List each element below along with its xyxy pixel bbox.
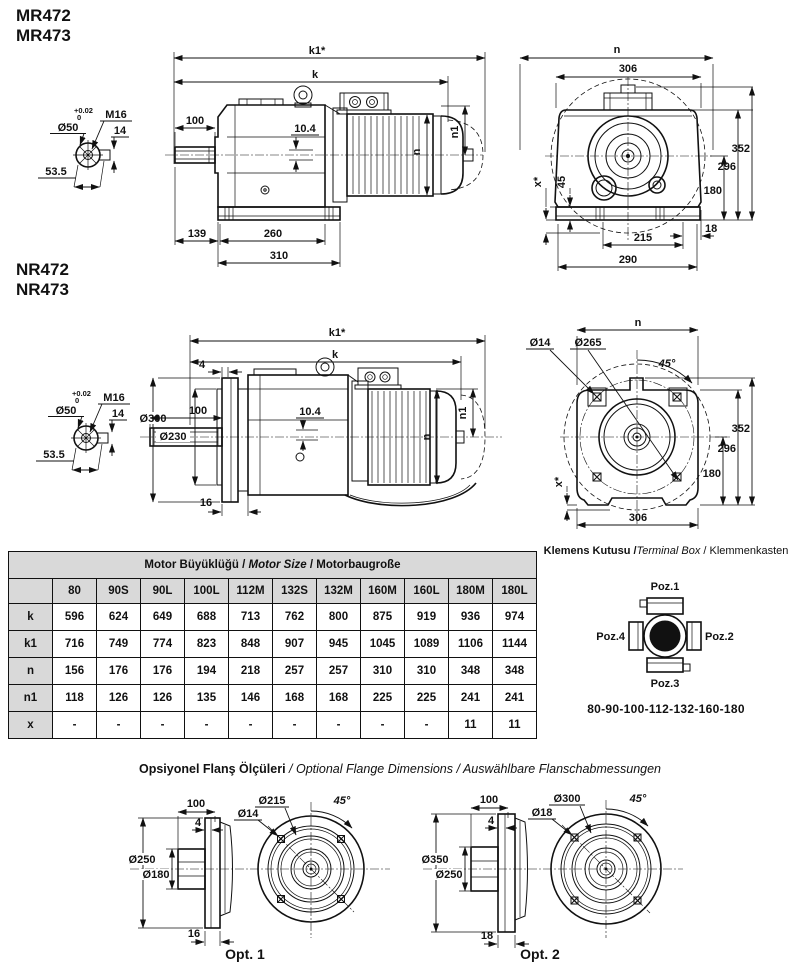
terminal-box-title-de: / Klemmenkasten [700, 545, 789, 557]
dim-base-length: 310 [269, 250, 289, 262]
dim-value-cell: 241 [493, 685, 537, 712]
column-header-160M: 160M [361, 579, 405, 604]
dim-value-cell: 135 [185, 685, 229, 712]
table-row-k [9, 604, 537, 631]
flange-title-rest: / Optional Flange Dimensions / Auswählbare Flanschabmessungen [285, 762, 661, 776]
dim-value-cell: 241 [449, 685, 493, 712]
dim-value-cell: 146 [229, 685, 273, 712]
dim-center-height: 180 [703, 185, 722, 197]
dim-x: x* [553, 476, 565, 488]
dim-value-cell: 126 [141, 685, 185, 712]
dim-k1: k1* [328, 327, 346, 339]
poz3-label: Poz.3 [650, 678, 680, 690]
dim-key-depth: 10.4 [294, 123, 316, 135]
dim-value-cell: 348 [449, 658, 493, 685]
column-header-90L: 90L [141, 579, 185, 604]
table-title-de: / Motorbaugroße [306, 559, 401, 571]
thread-label: M16 [105, 109, 127, 121]
model-label-mr473: MR473 [16, 26, 71, 45]
dim-value-cell: 974 [493, 604, 537, 631]
dim-k: k [311, 69, 319, 81]
dim-k1: k1* [308, 45, 326, 57]
dim-k: k [331, 349, 339, 361]
dimension-table [8, 551, 537, 739]
dim-outer-dia: Ø350 [421, 854, 449, 866]
column-header-112M: 112M [229, 579, 273, 604]
dim-slot-offset: 18 [705, 223, 718, 235]
dim-thickness: 18 [480, 930, 494, 942]
flange-side-view [471, 814, 528, 932]
gearmotor-outline [175, 86, 483, 220]
flange-title-tr: Opsiyonel Flanş Ölçüleri [138, 762, 286, 776]
dim-x: x* [532, 176, 544, 188]
dim-value-cell: - [185, 712, 229, 739]
dim-width: 306 [618, 63, 638, 75]
terminal-box-shape [629, 598, 701, 672]
dim-foot-length: 260 [263, 228, 283, 240]
dim-hub-dia: Ø250 [435, 869, 463, 881]
dim-value-cell: - [97, 712, 141, 739]
dim-value-cell: 936 [449, 604, 493, 631]
dim-value-cell: 649 [141, 604, 185, 631]
row-label-x: x [9, 712, 53, 739]
dimension-lines [140, 327, 485, 516]
row-label-n1: n1 [9, 685, 53, 712]
flange-side-view [178, 818, 233, 928]
dim-value-cell: 348 [493, 658, 537, 685]
dim-flange-dia: Ø300 [139, 413, 167, 425]
dim-value-cell: 800 [317, 604, 361, 631]
row-label-k: k [9, 604, 53, 631]
dim-value-cell: 118 [53, 685, 97, 712]
row-label-k1: k1 [9, 631, 53, 658]
dim-value-cell: 176 [97, 658, 141, 685]
dim-value-cell: 257 [317, 658, 361, 685]
dim-value-cell: 194 [185, 658, 229, 685]
opt1-label: Opt. 1 [225, 946, 265, 962]
dim-thickness: 16 [187, 928, 201, 940]
column-header-180L: 180L [493, 579, 537, 604]
dim-value-cell: 688 [185, 604, 229, 631]
mr-rear-view-drawing [500, 42, 800, 279]
dim-hub-dia: Ø180 [142, 869, 170, 881]
dimension-lines [419, 794, 529, 948]
dim-total-height: 352 [731, 423, 750, 435]
dim-length: 100 [186, 798, 206, 810]
nr-rear-view-drawing [490, 317, 800, 557]
dim-value-cell: 176 [141, 658, 185, 685]
dimension-lines [520, 44, 753, 271]
dim-spigot-dia: Ø230 [159, 431, 187, 443]
dim-foot-height: 45 [556, 175, 568, 189]
dim-n1: n1 [449, 125, 461, 139]
poz1-label: Poz.1 [650, 581, 680, 593]
terminal-box-sizes: 80-90-100-112-132-160-180 [587, 702, 745, 716]
dim-bolt-circle: Ø300 [553, 793, 581, 805]
column-header-132S: 132S [273, 579, 317, 604]
tolerance-zero: 0 [77, 113, 82, 122]
dimension-lines [126, 798, 234, 946]
dimension-lines [174, 45, 485, 267]
table-title-tr: Motor Büyüklüğü / [144, 559, 249, 571]
flange-opt2-drawing [413, 786, 703, 952]
dim-shaft-length: 100 [185, 115, 205, 127]
dim-value-cell: 257 [273, 658, 317, 685]
opt2-label: Opt. 2 [520, 946, 560, 962]
dim-value-cell: 907 [273, 631, 317, 658]
dim-value-cell: 749 [97, 631, 141, 658]
model-label-nr473: NR473 [16, 280, 69, 299]
dim-housing-height: 296 [717, 161, 736, 173]
dim-value-cell: 823 [185, 631, 229, 658]
dim-value-cell: 11 [449, 712, 493, 739]
dim-value-cell: 762 [273, 604, 317, 631]
table-row-x [9, 712, 537, 739]
tolerance-plus: +0.02 [74, 106, 93, 115]
dim-value-cell: - [317, 712, 361, 739]
mr-side-view-drawing [165, 42, 510, 279]
table-column-header-row [9, 579, 537, 604]
tolerance-zero: 0 [75, 396, 80, 405]
dim-center-height: 180 [702, 468, 721, 480]
flange-opt1-drawing [120, 786, 410, 952]
row-label-n: n [9, 658, 53, 685]
table-title-en: Motor Size [248, 559, 307, 571]
dim-hole-dia: Ø14 [237, 808, 259, 820]
dim-value-cell: 310 [361, 658, 405, 685]
table-row-n [9, 658, 537, 685]
dim-outer-dia: Ø250 [128, 854, 156, 866]
terminal-box-diagram [590, 576, 750, 694]
dim-slot-span: 215 [633, 232, 653, 244]
dim-value-cell: 225 [361, 685, 405, 712]
tolerance-plus: +0.02 [72, 389, 91, 398]
column-header-160L: 160L [405, 579, 449, 604]
dim-value-cell: - [361, 712, 405, 739]
poz2-label: Poz.2 [705, 631, 734, 643]
terminal-box-title [540, 545, 792, 557]
dim-n1: n1 [457, 406, 469, 420]
dim-angle: 45° [333, 795, 351, 807]
model-label-mr472: MR472 [16, 6, 71, 25]
dim-value-cell: 11 [493, 712, 537, 739]
model-label-nr472: NR472 [16, 260, 69, 279]
dim-bolt-circle: Ø265 [574, 337, 602, 349]
dim-value-cell: 310 [405, 658, 449, 685]
dim-value-cell: 156 [53, 658, 97, 685]
dim-value-cell: - [405, 712, 449, 739]
key-width-label: 14 [111, 408, 125, 420]
dim-hole-dia: Ø18 [531, 807, 553, 819]
gearmotor-outline [150, 358, 485, 506]
dim-lip: 4 [487, 815, 495, 827]
dim-value-cell: 1089 [405, 631, 449, 658]
dim-value-cell: 1106 [449, 631, 493, 658]
dim-lip: 4 [198, 359, 206, 371]
column-header-132M: 132M [317, 579, 361, 604]
dim-value-cell: 848 [229, 631, 273, 658]
shaft-dimensions [38, 106, 132, 187]
flange-front-view [258, 802, 364, 938]
column-header-90S: 90S [97, 579, 141, 604]
dim-angle: 45° [629, 793, 647, 805]
dim-n: n [421, 433, 433, 441]
dim-value-cell: 225 [405, 685, 449, 712]
dim-value-cell: - [273, 712, 317, 739]
shaft-section [71, 423, 108, 453]
dim-value-cell: 624 [97, 604, 141, 631]
dim-value-cell: 168 [273, 685, 317, 712]
dim-value-cell: 1144 [493, 631, 537, 658]
dim-value-cell: 945 [317, 631, 361, 658]
dim-value-cell: 774 [141, 631, 185, 658]
housing-outline [545, 77, 712, 240]
dim-shaft-length: 100 [188, 405, 208, 417]
dim-value-cell: 716 [53, 631, 97, 658]
dim-value-cell: 1045 [361, 631, 405, 658]
dim-foot-offset: 139 [187, 228, 207, 240]
table-title [9, 552, 537, 579]
shaft-diameter-label: Ø50 [57, 122, 79, 134]
terminal-box-title-tr: Klemens Kutusu / [543, 545, 637, 557]
dim-lip: 4 [194, 817, 202, 829]
nr-side-view-drawing [140, 325, 510, 557]
dim-value-cell: 919 [405, 604, 449, 631]
dim-key-depth: 10.4 [299, 406, 321, 418]
dim-value-cell: 168 [317, 685, 361, 712]
front-view-callouts [528, 793, 648, 835]
height-label: 53.5 [43, 449, 65, 461]
dim-n: n [411, 148, 423, 156]
dim-angle: 45° [658, 358, 676, 370]
dim-value-cell: 126 [97, 685, 141, 712]
table-corner-cell [9, 579, 53, 604]
dim-value-cell: - [141, 712, 185, 739]
dim-value-cell: 713 [229, 604, 273, 631]
dim-housing-height: 296 [717, 443, 736, 455]
dim-value-cell: 596 [53, 604, 97, 631]
dim-total-height: 352 [731, 143, 750, 155]
dim-width: 306 [628, 512, 648, 524]
dim-value-cell: 875 [361, 604, 405, 631]
dim-value-cell: - [229, 712, 273, 739]
flange-section-title [0, 762, 800, 776]
dim-hole-dia: Ø14 [529, 337, 551, 349]
shaft-diameter-label: Ø50 [55, 405, 77, 417]
dim-n: n [613, 44, 621, 56]
column-header-180M: 180M [449, 579, 493, 604]
dim-flange-thickness: 16 [199, 497, 213, 509]
column-header-80: 80 [53, 579, 97, 604]
shaft-section [73, 140, 110, 170]
table-row-k1 [9, 631, 537, 658]
table-title-row [9, 552, 537, 579]
dim-value-cell: - [53, 712, 97, 739]
terminal-box-title-en: Terminal Box [636, 545, 701, 557]
thread-label: M16 [103, 392, 125, 404]
dim-base-width: 290 [618, 254, 638, 266]
housing-outline [560, 350, 730, 525]
shaft-dimensions [36, 389, 130, 470]
dim-n: n [634, 317, 642, 329]
dim-length: 100 [479, 794, 499, 806]
key-width-label: 14 [113, 125, 127, 137]
height-label: 53.5 [45, 166, 67, 178]
dimension-table-body [9, 604, 537, 739]
dim-value-cell: 218 [229, 658, 273, 685]
dim-bolt-circle: Ø215 [258, 795, 286, 807]
table-row-n1 [9, 685, 537, 712]
column-header-100L: 100L [185, 579, 229, 604]
poz4-label: Poz.4 [596, 631, 625, 643]
